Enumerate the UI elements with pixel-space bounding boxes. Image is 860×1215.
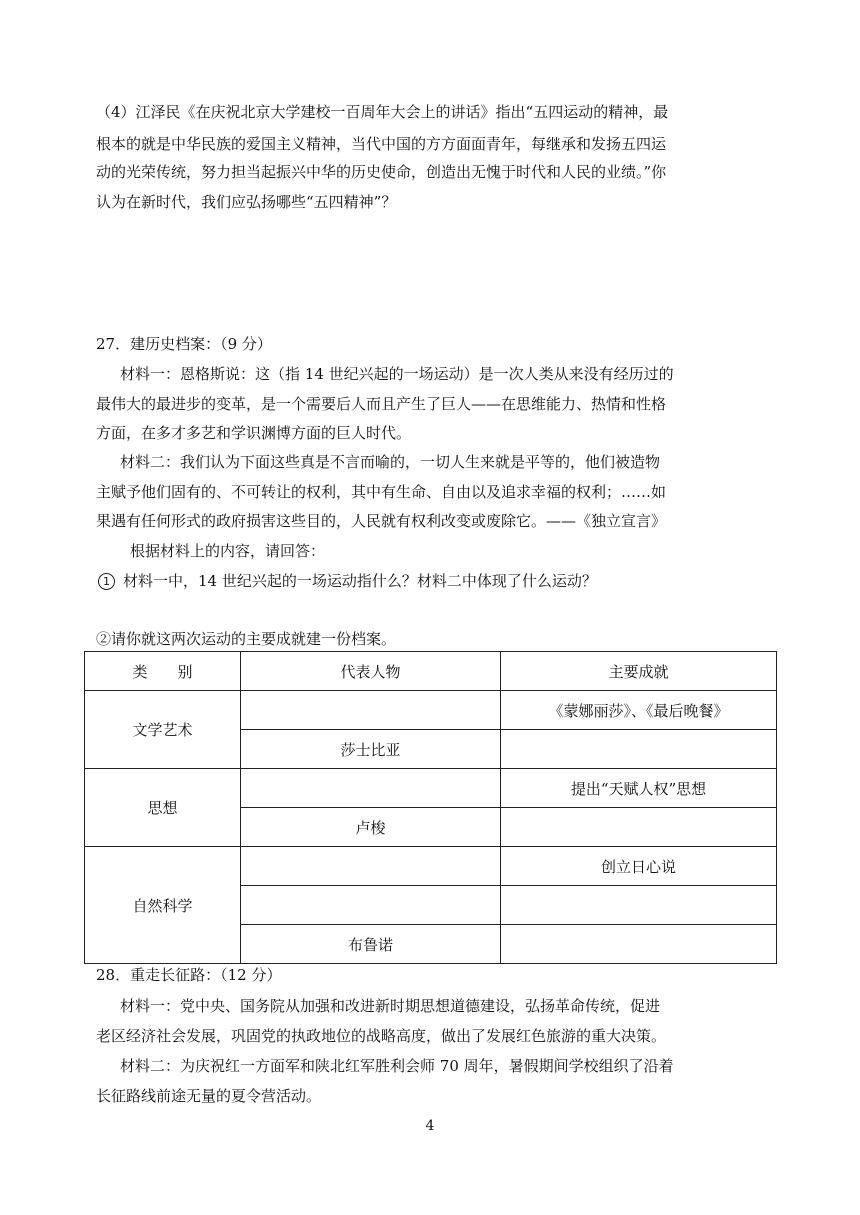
q28-material1-line-1: 材料一：党中央、国务院从加强和改进新时期思想道德建设，弘扬革命传统，促进 [120, 997, 661, 1015]
q27-material1-line-1: 材料一：恩格斯说：这（指 14 世纪兴起的一场运动）是一次人类从来没有经历过的 [120, 365, 674, 383]
q27-material2-line-1: 材料二：我们认为下面这些真是不言而喻的，一切人生来就是平等的，他们被造物 [120, 453, 661, 471]
q27-subquestion-2: ②请你就这两次运动的主要成就建一份档案。 [96, 630, 397, 648]
q28-material2-line-1: 材料二：为庆祝红一方面军和陕北红军胜利会师 70 周年，暑假期间学校组织了沿着 [120, 1057, 674, 1075]
category-thought: 思想 [85, 769, 241, 847]
q26-line-1: （4）江泽民《在庆祝北京大学建校一百周年大会上的讲话》指出“五四运动的精神，最 [96, 103, 669, 121]
table-cell-achievement [501, 925, 777, 964]
page-number: 4 [425, 1118, 435, 1134]
table-row [85, 691, 777, 730]
table-header-achievement: 主要成就 [501, 652, 777, 691]
table-header-row [85, 652, 777, 691]
table-cell-achievement [501, 730, 777, 769]
q26-line-3: 动的光荣传统，努力担当起振兴中华的历史使命，创造出无愧于时代和人民的业绩。”你 [96, 163, 667, 181]
table-cell-person: 卢梭 [241, 808, 501, 847]
table-cell-achievement [501, 808, 777, 847]
table-row [85, 769, 777, 808]
achievement-table [84, 651, 777, 964]
q27-subquestion-1 [98, 571, 778, 591]
q28-material1-line-2: 老区经济社会发展，巩固党的执政地位的战略高度，做出了发展红色旅游的重大决策。 [96, 1027, 667, 1045]
table-header-person: 代表人物 [241, 652, 501, 691]
table-cell-person [241, 886, 501, 925]
table-cell-achievement: 《蒙娜丽莎》、《最后晚餐》 [501, 691, 777, 730]
category-natural-science: 自然科学 [85, 847, 241, 964]
q27-material2-line-3: 果遇有任何形式的政府损害这些目的，人民就有权利改变或废除它。——《独立宣言》 [96, 512, 667, 530]
table-cell-person [241, 847, 501, 886]
table-cell-achievement [501, 886, 777, 925]
q27-instruction: 根据材料上的内容，请回答： [130, 542, 326, 560]
q28-material2-line-2: 长征路线前途无量的夏令营活动。 [96, 1087, 322, 1105]
q27-material1-line-3: 方面，在多才多艺和学识渊博方面的巨人时代。 [96, 424, 412, 442]
table-header-category: 类 别 [85, 652, 241, 691]
q26-line-4: 认为在新时代，我们应弘扬哪些“五四精神”？ [96, 193, 397, 211]
q28-heading: 28．重走长征路：（12 分） [96, 966, 282, 984]
q27-material1-line-2: 最伟大的最进步的变革，是一个需要后人而且产生了巨人——在思维能力、热情和性格 [96, 395, 667, 413]
table-row [85, 847, 777, 886]
table-cell-achievement: 提出“天赋人权”思想 [501, 769, 777, 808]
table-cell-achievement: 创立日心说 [501, 847, 777, 886]
circled-number-one: 1 [98, 573, 115, 590]
q27-heading: 27．建历史档案：（9 分） [96, 335, 272, 353]
category-literature-art: 文学艺术 [85, 691, 241, 769]
table-cell-person: 布鲁诺 [241, 925, 501, 964]
q27-subquestion-1-text: 材料一中，14 世纪兴起的一场运动指什么？材料二中体现了什么运动？ [123, 572, 597, 590]
table-cell-person [241, 691, 501, 730]
q26-line-2: 根本的就是中华民族的爱国主义精神，当代中国的方方面面青年，每继承和发扬五四运 [96, 135, 667, 153]
q27-material2-line-2: 主赋予他们固有的、不可转让的权利，其中有生命、自由以及追求幸福的权利；……如 [96, 483, 667, 501]
table-cell-person [241, 769, 501, 808]
table-cell-person: 莎士比亚 [241, 730, 501, 769]
